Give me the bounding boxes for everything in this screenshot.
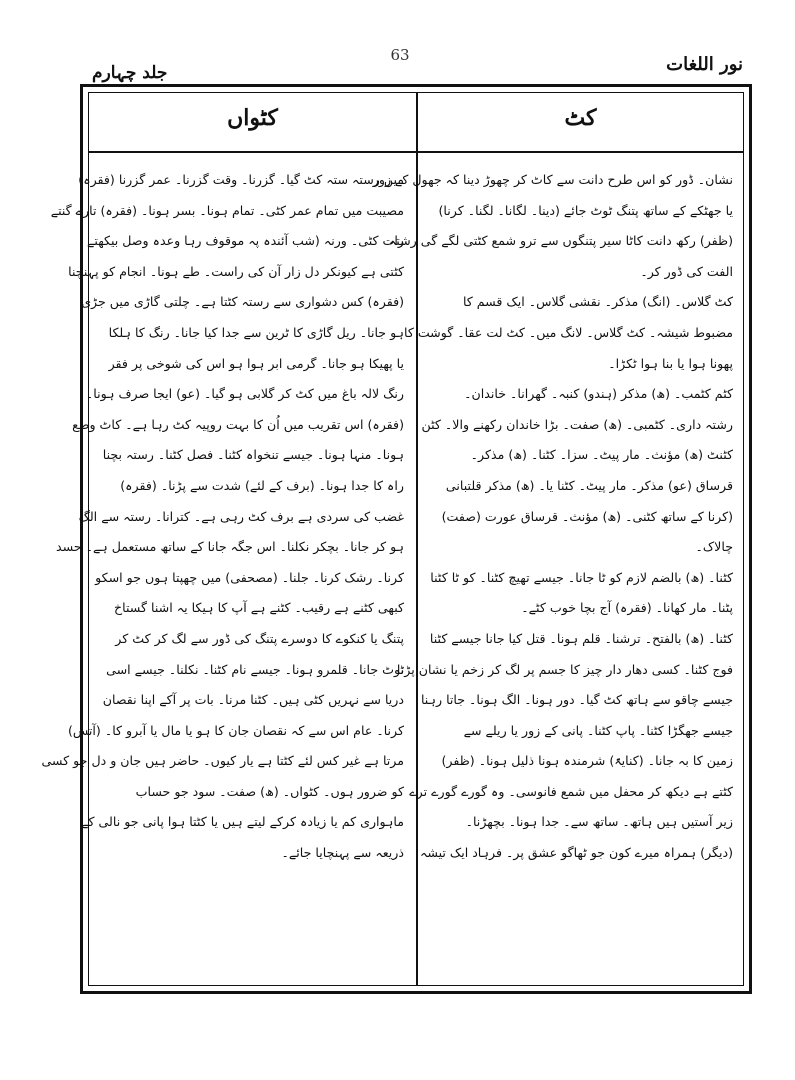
text-line: مرتا ہے غیر کس لئے کٹتا ہے یار کیوں۔ حاضر ہیں جان و دل جو کسی	[41, 753, 404, 769]
text-line: پھونا ہوا یا بنا ہوا ٹکڑا۔	[608, 355, 733, 371]
text-line: غضب کی سردی ہے برف کٹ رہی ہے۔ کترانا۔ رستہ سے الگ	[78, 508, 404, 524]
text-line: رات کٹی۔ ورنہ (شب آئندہ پہ موقوف رہا وعدہ وصل بیکھتے	[87, 233, 404, 249]
page-number: 63	[390, 46, 410, 64]
text-line: ذریعہ سے پہنچایا جائے۔	[281, 845, 404, 861]
text-line: کٹ گلاس۔ (انگ) مذکر۔ نقشی گلاس۔ ایک قسم کا	[462, 294, 733, 310]
right-column-text	[372, 165, 733, 971]
text-line: زیر آستیں ہیں ہاتھ۔ ساتھ سے۔ جدا ہونا۔ بچھڑنا۔	[465, 814, 733, 830]
text-line: فوج کٹنا۔ کسی دھار دار چیز کا جسم پر لگ کر زخم یا نشان پڑنا	[396, 661, 733, 677]
heading-rule	[89, 151, 743, 153]
text-line: جیسے جھگڑا کٹنا۔ پاپ کٹنا۔ پانی کے زور یا ریلے سے	[463, 722, 733, 738]
page-frame	[41, 84, 752, 994]
text-line: الفت کی ڈور کر۔	[640, 263, 733, 279]
text-line: کٹنا۔ (ھ) بالضم لازم کو ٹا جانا۔ جیسے تھیچ کٹنا۔ کو ٹا کٹنا	[430, 569, 733, 585]
text-line: چالاک۔	[695, 539, 733, 555]
text-line: (دیگر) ہمراہ میرے کون جو ٹھاگو عشق پر۔ فرہاد ایک تیشہ	[420, 845, 733, 861]
text-line: ہونا۔ منہا ہونا۔ جیسے تنخواہ کٹنا۔ فصل کٹنا۔ رستہ بچنا	[102, 447, 404, 463]
text-line: (کرنا کے ساتھ کٹنی۔ (ھ) مؤنث۔ قرساق عورت (صفت)	[441, 508, 733, 524]
text-line: کٹنا۔ (ھ) بالفتح۔ ترشنا۔ قلم ہونا۔ قتل کیا جانا جیسے کٹنا	[429, 630, 733, 646]
text-line: دریا سے نہریں کٹی ہیں۔ کٹنا مرنا۔ بات پر آکے اپنا نقصان	[102, 692, 404, 708]
text-line: کٹتی ہے کیونکر دل زار آن کی راست۔ طے ہونا۔ انجام کو پہنچنا	[68, 263, 404, 279]
text-line: کرنا۔ رشک کرنا۔ جلنا۔ (مصحفی) میں چھپتا ہوں جو اسکو	[95, 569, 404, 585]
text-line: جیسے چاقو سے ہاتھ کٹ گیا۔ دور ہونا۔ الگ ہونا۔ جاتا رہنا	[420, 692, 733, 708]
text-line: یا پھیکا ہو جانا۔ گرمی ابر ہوا ہو اس کی شوخی پر فقر	[108, 355, 404, 371]
text-line: کو ضرور ہوں۔ کٹواں۔ (ھ) صفت۔ سود جو حساب	[135, 783, 404, 799]
text-line: (ظفر) رکھ دانت کاٹا سیر پتنگوں سے ترو شمع کٹتی لگے گی رشتہ	[388, 233, 733, 249]
book-title: نور اللغات	[666, 54, 743, 75]
text-line: پتنگ یا کنکوے کا دوسرے پتنگ کی ڈور سے لگ کر کٹ کر	[115, 630, 404, 646]
text-line: کٹتے ہے دیکھ کر محفل میں شمع فانوسی۔ وہ گورے گورے ترے	[409, 783, 733, 799]
volume-label: جلد چہارم	[92, 63, 168, 83]
text-line: ہو کر جانا۔ بچکر نکلنا۔ اس جگہ جانا کے ساتھ مستعمل ہے۔ حسد	[55, 539, 404, 555]
text-line: راہ کا جدا ہونا۔ (برف کے لئے) شدت سے پڑنا۔ (فقرہ)	[120, 477, 404, 493]
text-line: ہو جانا۔ ریل گاڑی کا ٹرین سے جدا کیا جانا۔ رنگ کا ہلکا	[108, 324, 404, 340]
text-line: مصیبت میں تمام عمر کٹی۔ تمام ہونا۔ بسر ہونا۔ (فقرہ) تارے گنتے	[50, 202, 404, 218]
text-line: کبھی کٹنے ہے رقیب۔ کٹنے ہے آپ کا ہیکا یہ اشنا گستاخ	[114, 600, 404, 616]
text-line: زمین کا بہ جانا۔ (کنایۃً) شرمندہ ہونا ذلیل ہونا۔ (ظفر)	[441, 753, 733, 769]
text-line: مضبوط شیشہ۔ کٹ گلاس۔ لانگ میں۔ کٹ لت عقا۔ گوشت کا	[403, 324, 733, 340]
text-line: قرساق (عو) مذکر۔ مار پیٹ۔ کٹنا یا۔ (ھ) مذکر قلتبانی	[445, 477, 733, 493]
text-line: کٹنٹ (ھ) مؤنث۔ مار پیٹ۔ سزا۔ کٹنا۔ (ھ) مذکر۔	[470, 447, 733, 463]
text-line: ماہواری کم یا زیادہ کرکے لیتے ہیں یا کٹتا ہوا پانی جو نالی کے	[81, 814, 404, 830]
left-column-title: کٹواں	[227, 105, 278, 131]
text-line: کرنا۔ عام اس سے کہ نقصان جان کا ہو یا مال یا آبرو کا۔ (آتش)	[67, 722, 404, 738]
text-line: پٹنا۔ مار کھانا۔ (فقرہ) آج بچا خوب کٹے۔	[521, 600, 733, 616]
text-line: رشتہ داری۔ کٹمبی۔ (ھ) صفت۔ بڑا خاندان رکھنے والا۔ کٹن	[421, 416, 733, 432]
right-column-title: کٹ	[564, 105, 597, 131]
text-line: کٹم کٹمب۔ (ھ) مذکر (ہندو) کنبہ۔ گھرانا۔ خاندان۔	[464, 386, 733, 402]
text-line: رنگ لالہ باغ میں کٹ کر گلابی ہو گیا۔ (عو) ایجا صرف ہونا۔	[85, 386, 404, 402]
left-column-text	[41, 165, 404, 971]
text-line: میں رستہ ستہ کٹ گیا۔ گزرنا۔ وقت گزرنا۔ عمر گزرنا (فقرہ)	[78, 172, 404, 187]
text-line: ٹوٹ جانا۔ قلمرو ہونا۔ جیسے نام کٹنا۔ نکلنا۔ جیسے اسی	[106, 661, 404, 677]
text-line: (فقرہ) اس تقریب میں اُن کا بہت روپیہ کٹ رہا ہے۔ کاٹ وضع	[72, 416, 404, 432]
text-line: (فقرہ) کس دشواری سے رستہ کٹتا ہے۔ چلتی گاڑی میں جڑی	[81, 294, 404, 310]
inner-frame	[41, 92, 744, 986]
text-line: یا جھٹکے کے ساتھ پتنگ ٹوٹ جائے (دینا۔ لگانا۔ لگنا۔ کرنا)	[438, 202, 733, 218]
text-line: نشان۔ ڈور کو اس طرح دانت سے کاٹ کر چھوڑ دینا کہ جھول کے زور	[372, 172, 733, 187]
